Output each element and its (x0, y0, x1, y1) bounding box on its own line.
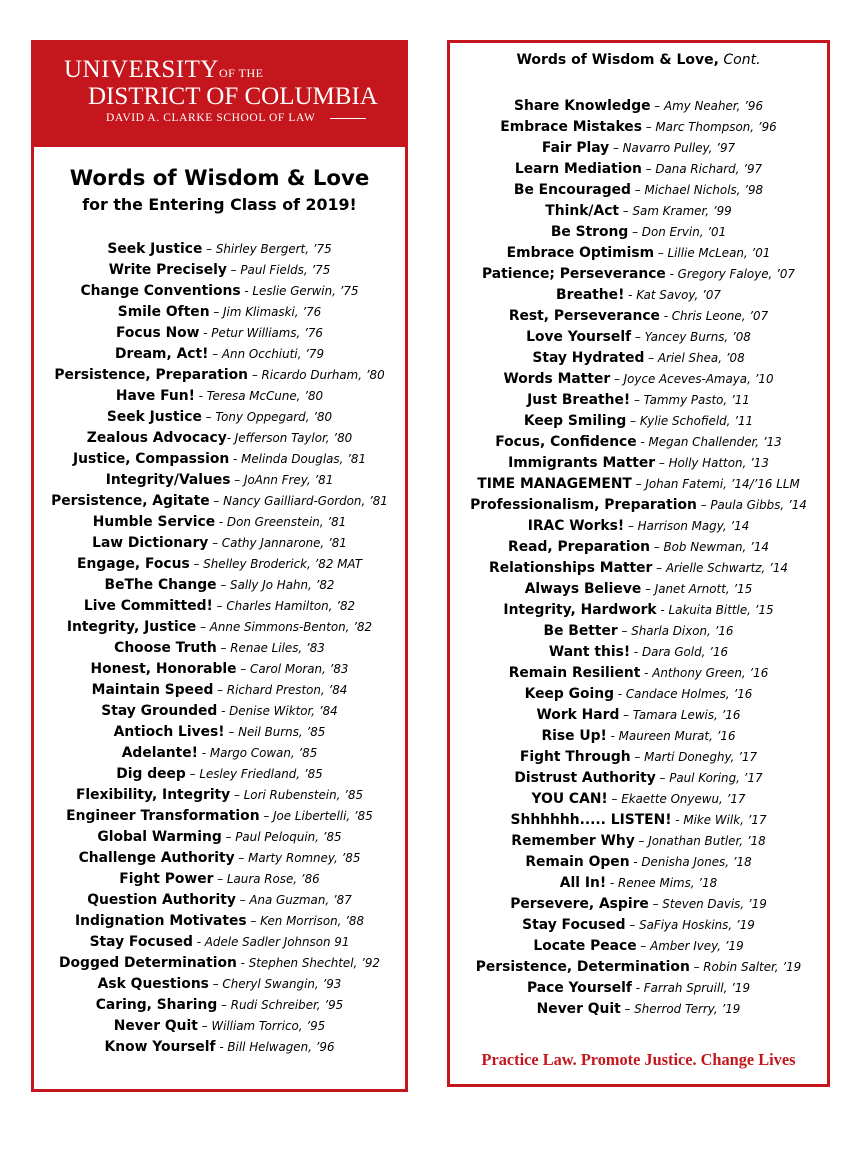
entry-words: Change Conventions (80, 283, 241, 299)
entry-author: – Bob Newman, ’14 (650, 540, 769, 554)
entry-author: - Lakuita Bittle, ’15 (656, 603, 774, 617)
continued-title (450, 52, 827, 68)
entry-words: Never Quit (536, 1001, 621, 1017)
entry-words: Fight Through (519, 749, 631, 765)
entry-author: - Margo Cowan, ’85 (197, 746, 318, 760)
entry-row (36, 384, 403, 405)
entry-row (36, 846, 403, 867)
entry-row (36, 888, 403, 909)
entry-author: – Johan Fatemi, ’14/’16 LLM (631, 477, 800, 491)
entry-author: - Melinda Douglas, ’81 (229, 452, 367, 466)
entry-words: Immigrants Matter (508, 455, 656, 471)
entry-author: - Chris Leone, ’07 (659, 309, 769, 323)
entry-words: Have Fun! (115, 388, 195, 404)
entry-row (452, 325, 825, 346)
university-logo-banner (34, 43, 405, 147)
entry-words: Be Encouraged (513, 182, 631, 198)
entry-row (452, 850, 825, 871)
logo-line-1 (64, 57, 263, 82)
page-title: Words of Wisdom & Love (69, 166, 370, 191)
entry-words: Ask Questions (97, 976, 209, 992)
entry-row (452, 157, 825, 178)
entry-row (36, 825, 403, 846)
entry-row (36, 300, 403, 321)
entry-words: Global Warming (97, 829, 222, 845)
entry-author: - Stephen Shechtel, ’92 (236, 956, 380, 970)
entry-words: Know Yourself (104, 1039, 216, 1055)
entry-words: Integrity, Hardwork (503, 602, 657, 618)
entry-words: Antioch Lives! (113, 724, 225, 740)
entry-author: – Janet Arnott, ’15 (641, 582, 753, 596)
entry-words: Remember Why (511, 833, 635, 849)
entry-row (452, 388, 825, 409)
entry-author: – Jim Klimaski, ’76 (209, 305, 322, 319)
entry-author: – Tony Oppegard, ’80 (201, 410, 333, 424)
entry-author: – Anne Simmons-Benton, ’82 (196, 620, 373, 634)
right-entry-list (450, 94, 827, 1018)
entry-author: – Robin Salter, ’19 (689, 960, 802, 974)
left-entry-list (34, 237, 405, 1056)
logo-of-the: OF THE (219, 66, 264, 80)
entry-row (452, 724, 825, 745)
entry-author: - Renee Mims, ’18 (606, 876, 718, 890)
entry-row (452, 703, 825, 724)
entry-words: Honest, Honorable (90, 661, 237, 677)
entry-words: Choose Truth (114, 640, 217, 656)
entry-row (452, 94, 825, 115)
entry-author: - Kat Savoy, ’07 (624, 288, 721, 302)
entry-author: – Tamara Lewis, ’16 (619, 708, 741, 722)
entry-row (36, 510, 403, 531)
entry-row (36, 237, 403, 258)
entry-words: Fair Play (541, 140, 610, 156)
entry-author: - Denisha Jones, ’18 (629, 855, 752, 869)
entry-row (452, 304, 825, 325)
entry-row (36, 699, 403, 720)
entry-row (452, 745, 825, 766)
entry-row (452, 598, 825, 619)
left-panel (31, 40, 408, 1092)
entry-words: Indignation Motivates (74, 913, 247, 929)
entry-author: – Carol Moran, ’83 (236, 662, 349, 676)
entry-author: - Maureen Murat, ’16 (606, 729, 736, 743)
entry-author: – Don Ervin, ’01 (628, 225, 727, 239)
entry-words: Focus Now (116, 325, 200, 341)
entry-row (36, 468, 403, 489)
entry-author: – Paula Gibbs, ’14 (696, 498, 807, 512)
entry-row (452, 787, 825, 808)
entry-row (452, 451, 825, 472)
entry-author: - Leslie Gerwin, ’75 (240, 284, 359, 298)
entry-author: - Petur Williams, ’76 (199, 326, 323, 340)
entry-row (36, 1014, 403, 1035)
entry-row (452, 262, 825, 283)
entry-author: - Jefferson Taylor, ’80 (226, 431, 353, 445)
entry-author: – Richard Preston, ’84 (213, 683, 348, 697)
entry-words: Fight Power (119, 871, 214, 887)
entry-words: Zealous Advocacy (86, 430, 227, 446)
entry-row (452, 367, 825, 388)
entry-row (36, 342, 403, 363)
entry-row (452, 955, 825, 976)
entry-row (452, 976, 825, 997)
entry-row (36, 909, 403, 930)
entry-words: Remain Open (525, 854, 630, 870)
entry-row (36, 678, 403, 699)
entry-words: Rest, Perseverance (508, 308, 660, 324)
entry-author: – Dana Richard, ’97 (641, 162, 763, 176)
entry-author: – Steven Davis, ’19 (648, 897, 767, 911)
entry-row (36, 321, 403, 342)
entry-row (452, 199, 825, 220)
entry-author: – SaFiya Hoskins, ’19 (625, 918, 755, 932)
entry-author: – Jonathan Butler, ’18 (634, 834, 766, 848)
right-panel (447, 40, 830, 1087)
entry-author: – Marc Thompson, ’96 (641, 120, 777, 134)
entry-words: Embrace Mistakes (500, 119, 642, 135)
entry-author: – Ricardo Durham, ’80 (248, 368, 385, 382)
entry-row (452, 766, 825, 787)
entry-row (452, 640, 825, 661)
entry-words: Persistence, Preparation (54, 367, 249, 383)
entry-author: – Marty Romney, ’85 (234, 851, 361, 865)
continued-title-main: Words of Wisdom & Love, (516, 52, 719, 68)
entry-words: Be Strong (550, 224, 629, 240)
entry-author: – Paul Koring, ’17 (655, 771, 763, 785)
entry-author: – Ariel Shea, ’08 (644, 351, 745, 365)
entry-words: Stay Grounded (101, 703, 218, 719)
entry-row (36, 258, 403, 279)
entry-author: - Adele Sadler Johnson 91 (192, 935, 350, 949)
entry-author: – Joyce Aceves-Amaya, ’10 (610, 372, 774, 386)
entry-row (36, 1035, 403, 1056)
entry-words: Persistence, Agitate (51, 493, 210, 509)
entry-words: Engage, Focus (77, 556, 190, 572)
entry-words: Patience; Perseverance (482, 266, 666, 282)
entry-row (452, 115, 825, 136)
entry-words: Always Believe (524, 581, 642, 597)
entry-row (36, 636, 403, 657)
entry-author: – Lillie McLean, ’01 (654, 246, 771, 260)
logo-district: DISTRICT OF COLUMBIA (88, 83, 378, 110)
entry-words: Learn Mediation (514, 161, 642, 177)
entry-words: Integrity, Justice (66, 619, 197, 635)
entry-row (452, 535, 825, 556)
entry-row (452, 136, 825, 157)
entry-row (36, 594, 403, 615)
entry-row (452, 346, 825, 367)
entry-words: Pace Yourself (526, 980, 632, 996)
entry-author: – Arielle Schwartz, ’14 (652, 561, 788, 575)
entry-author: – Amy Neaher, ’96 (650, 99, 764, 113)
entry-author: - Don Greenstein, ’81 (215, 515, 347, 529)
entry-author: - Denise Wiktor, ’84 (217, 704, 338, 718)
entry-row (452, 997, 825, 1018)
entry-words: IRAC Works! (527, 518, 625, 534)
entry-words: Want this! (548, 644, 631, 660)
entry-author: – Lori Rubenstein, ’85 (230, 788, 364, 802)
entry-words: Think/Act (545, 203, 620, 219)
entry-author: - Anthony Green, ’16 (640, 666, 769, 680)
entry-row (36, 783, 403, 804)
entry-words: Stay Focused (522, 917, 626, 933)
entry-author: - Gregory Faloye, ’07 (665, 267, 795, 281)
entry-words: Words Matter (503, 371, 611, 387)
entry-row (36, 531, 403, 552)
entry-words: Distrust Authority (514, 770, 656, 786)
entry-author: – Sherrod Terry, ’19 (620, 1002, 741, 1016)
entry-words: Stay Focused (89, 934, 193, 950)
entry-row (452, 283, 825, 304)
entry-words: Seek Justice (107, 241, 203, 257)
entry-author: – Michael Nichols, ’98 (630, 183, 764, 197)
entry-row (36, 447, 403, 468)
entry-row (36, 405, 403, 426)
entry-words: Keep Going (524, 686, 615, 702)
entry-row (36, 573, 403, 594)
entry-row (36, 951, 403, 972)
entry-row (452, 220, 825, 241)
entry-author: – Cathy Jannarone, ’81 (208, 536, 347, 550)
entry-words: Flexibility, Integrity (75, 787, 231, 803)
entry-words: Dream, Act! (114, 346, 209, 362)
entry-words: Integrity/Values (105, 472, 231, 488)
entry-words: Persevere, Aspire (510, 896, 649, 912)
entry-author: – Joe Libertelli, ’85 (259, 809, 373, 823)
entry-row (452, 493, 825, 514)
entry-author: – Kylie Schofield, ’11 (626, 414, 754, 428)
entry-words: Challenge Authority (78, 850, 235, 866)
entry-words: Read, Preparation (508, 539, 651, 555)
entry-author: – Amber Ivey, ’19 (636, 939, 744, 953)
entry-author: – Sally Jo Hahn, ’82 (216, 578, 335, 592)
entry-author: - Megan Challender, ’13 (636, 435, 782, 449)
entry-author: – Paul Fields, ’75 (226, 263, 331, 277)
entry-row (36, 867, 403, 888)
entry-words: TIME MANAGEMENT (477, 476, 632, 492)
entry-words: Stay Hydrated (532, 350, 645, 366)
entry-row (452, 892, 825, 913)
logo-school: DAVID A. CLARKE SCHOOL OF LAW (106, 112, 316, 124)
entry-author: – Nancy Gailliard-Gordon, ’81 (209, 494, 388, 508)
entry-author: – Yancey Burns, ’08 (631, 330, 751, 344)
entry-words: Work Hard (536, 707, 620, 723)
entry-words: Remain Resilient (508, 665, 641, 681)
entry-words: Justice, Compassion (72, 451, 230, 467)
entry-row (452, 430, 825, 451)
entry-author: – Rudi Schreiber, ’95 (217, 998, 344, 1012)
entry-words: Caring, Sharing (95, 997, 218, 1013)
entry-words: Dig deep (116, 766, 186, 782)
entry-row (452, 619, 825, 640)
entry-words: Embrace Optimism (506, 245, 655, 261)
entry-author: – Laura Rose, ’86 (213, 872, 320, 886)
entry-author: – Ana Guzman, ’87 (235, 893, 352, 907)
entry-author: – Holly Hatton, ’13 (655, 456, 769, 470)
entry-row (452, 241, 825, 262)
entry-author: – Charles Hamilton, ’82 (212, 599, 356, 613)
entry-author: - Bill Helwagen, ’96 (215, 1040, 335, 1054)
entry-words: Professionalism, Preparation (470, 497, 697, 513)
entry-words: YOU CAN! (531, 791, 608, 807)
entry-author: - Candace Holmes, ’16 (614, 687, 753, 701)
entry-words: Live Committed! (83, 598, 213, 614)
entry-words: Adelante! (121, 745, 198, 761)
entry-row (36, 972, 403, 993)
entry-author: – Paul Peloquin, ’85 (221, 830, 342, 844)
entry-author: – Sam Kramer, ’99 (619, 204, 732, 218)
entry-words: Engineer Transformation (66, 808, 260, 824)
entry-words: Dogged Determination (59, 955, 237, 971)
entry-author: - Teresa McCune, ’80 (194, 389, 324, 403)
entry-row (36, 426, 403, 447)
entry-author: – Cheryl Swangin, ’93 (208, 977, 342, 991)
entry-author: – JoAnn Frey, ’81 (230, 473, 334, 487)
entry-author: – Ann Occhiuti, ’79 (208, 347, 325, 361)
entry-row (36, 930, 403, 951)
entry-words: Love Yourself (526, 329, 632, 345)
entry-row (452, 178, 825, 199)
entry-author: – Neil Burns, ’85 (224, 725, 326, 739)
entry-row (36, 762, 403, 783)
entry-author: – Harrison Magy, ’14 (624, 519, 750, 533)
entry-row (452, 472, 825, 493)
entry-row (452, 934, 825, 955)
entry-author: – Lesley Friedland, ’85 (185, 767, 323, 781)
entry-row (452, 682, 825, 703)
entry-author: – Shelley Broderick, ’82 MAT (189, 557, 362, 571)
entry-row (36, 657, 403, 678)
entry-author: – Ken Morrison, ’88 (246, 914, 365, 928)
entry-author: – Tammy Pasto, ’11 (630, 393, 750, 407)
entry-words: Breathe! (556, 287, 625, 303)
entry-row (452, 829, 825, 850)
entry-author: – Renae Liles, ’83 (216, 641, 325, 655)
entry-words: Maintain Speed (91, 682, 214, 698)
entry-words: BeThe Change (104, 577, 217, 593)
entry-row (452, 577, 825, 598)
entry-author: – Ekaette Onyewu, ’17 (607, 792, 746, 806)
entry-row (36, 489, 403, 510)
entry-words: Shhhhhh..... LISTEN! (510, 812, 672, 828)
entry-words: Locate Peace (533, 938, 637, 954)
entry-words: Focus, Confidence (495, 434, 637, 450)
entry-author: – William Torrico, ’95 (197, 1019, 326, 1033)
entry-words: Persistence, Determination (475, 959, 690, 975)
entry-words: Write Precisely (108, 262, 227, 278)
entry-row (452, 808, 825, 829)
entry-words: Relationships Matter (489, 560, 653, 576)
entry-words: Question Authority (87, 892, 236, 908)
entry-words: Law Dictionary (92, 535, 209, 551)
entry-author: – Shirley Bergert, ’75 (202, 242, 332, 256)
entry-words: Seek Justice (106, 409, 202, 425)
entry-words: Never Quit (113, 1018, 198, 1034)
entry-words: Just Breathe! (527, 392, 631, 408)
entry-author: - Dara Gold, ’16 (630, 645, 729, 659)
entry-author: – Sharla Dixon, ’16 (617, 624, 734, 638)
logo-university: UNIVERSITY (64, 56, 219, 83)
entry-words: All In! (559, 875, 607, 891)
entry-row (36, 741, 403, 762)
entry-row (36, 720, 403, 741)
entry-row (452, 913, 825, 934)
entry-author: – Marti Doneghy, ’17 (630, 750, 758, 764)
entry-author: – Navarro Pulley, ’97 (609, 141, 736, 155)
entry-words: Be Better (543, 623, 618, 639)
entry-row (36, 552, 403, 573)
logo-rule (330, 118, 366, 119)
entry-author: - Mike Wilk, ’17 (671, 813, 767, 827)
entry-row (452, 409, 825, 430)
continued-title-cont: Cont. (718, 52, 761, 68)
entry-words: Smile Often (117, 304, 210, 320)
entry-row (36, 363, 403, 384)
tagline: Practice Law. Promote Justice. Change Lives (481, 1050, 796, 1069)
entry-row (36, 804, 403, 825)
entry-words: Share Knowledge (513, 98, 651, 114)
entry-words: Rise Up! (541, 728, 607, 744)
entry-row (36, 993, 403, 1014)
entry-author: - Farrah Spruill, ’19 (631, 981, 751, 995)
entry-row (452, 556, 825, 577)
page-subtitle: for the Entering Class of 2019! (82, 195, 357, 214)
entry-words: Humble Service (92, 514, 216, 530)
entry-row (452, 661, 825, 682)
entry-row (452, 871, 825, 892)
entry-row (36, 279, 403, 300)
entry-row (452, 514, 825, 535)
entry-row (36, 615, 403, 636)
entry-words: Keep Smiling (523, 413, 627, 429)
